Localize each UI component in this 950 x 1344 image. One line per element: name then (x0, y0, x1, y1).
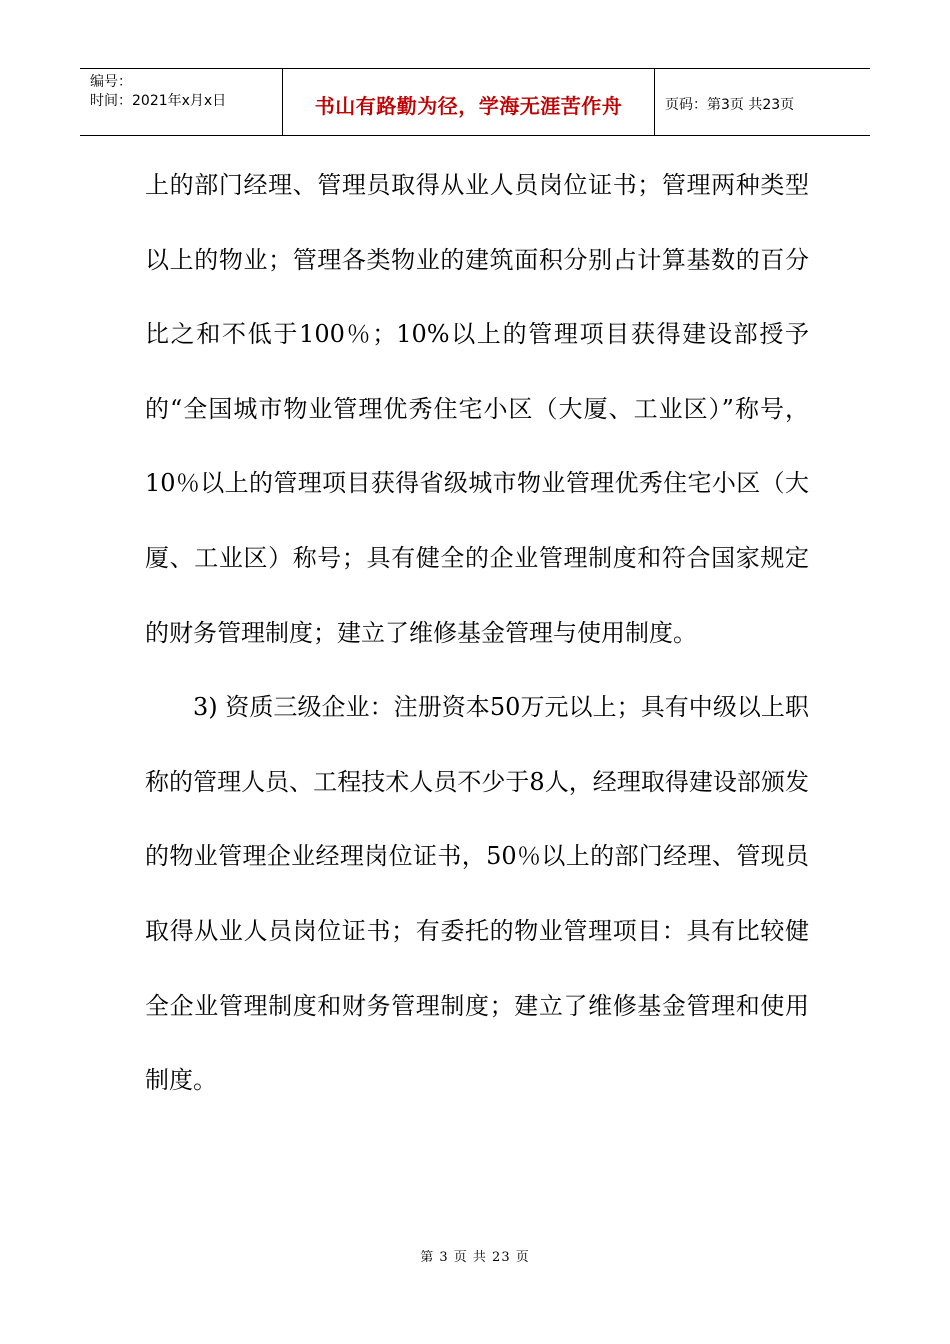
body-paragraph-grade-three: 3) 资质三级企业：注册资本50万元以上；具有中级以上职称的管理人员、工程技术人员不少于8人，经理取得建设部颁发的物业管理企业经理岗位证书，50％以上的部门经理、管现员取得从业人员岗位证书；有委托的物业管理项目：具有比较健全企业管理制度和财务管理制度；建立了维修基金管理和使用制度。 (145, 693, 809, 1095)
header-motto: 书山有路勤为径，学海无涯苦作舟 (282, 69, 655, 135)
page-header (80, 68, 870, 136)
document-date: 时间：2021年x月x日 (90, 93, 227, 109)
header-meta (80, 69, 282, 135)
page-footer: 第 3 页 共 23 页 (420, 1250, 530, 1265)
document-body (145, 148, 809, 1118)
header-page-info: 页码：第3页 共23页 (665, 97, 795, 113)
document-number-label: 编号： (90, 74, 132, 90)
body-paragraph-continued: 上的部门经理、管理员取得从业人员岗位证书；管理两种类型以上的物业；管理各类物业的建筑面积分别占计算基数的百分比之和不低于100％；10%以上的管理项目获得建设部授予的“全国城市物业管理优秀住宅小区（大厦、工业区）”称号，10％以上的管理项目获得省级城市物业管理优秀住宅小区（大厦、工业区）称号；具有健全的企业管理制度和符合国家规定的财务管理制度；建立了维修基金管理与使用制度。 (145, 171, 809, 647)
